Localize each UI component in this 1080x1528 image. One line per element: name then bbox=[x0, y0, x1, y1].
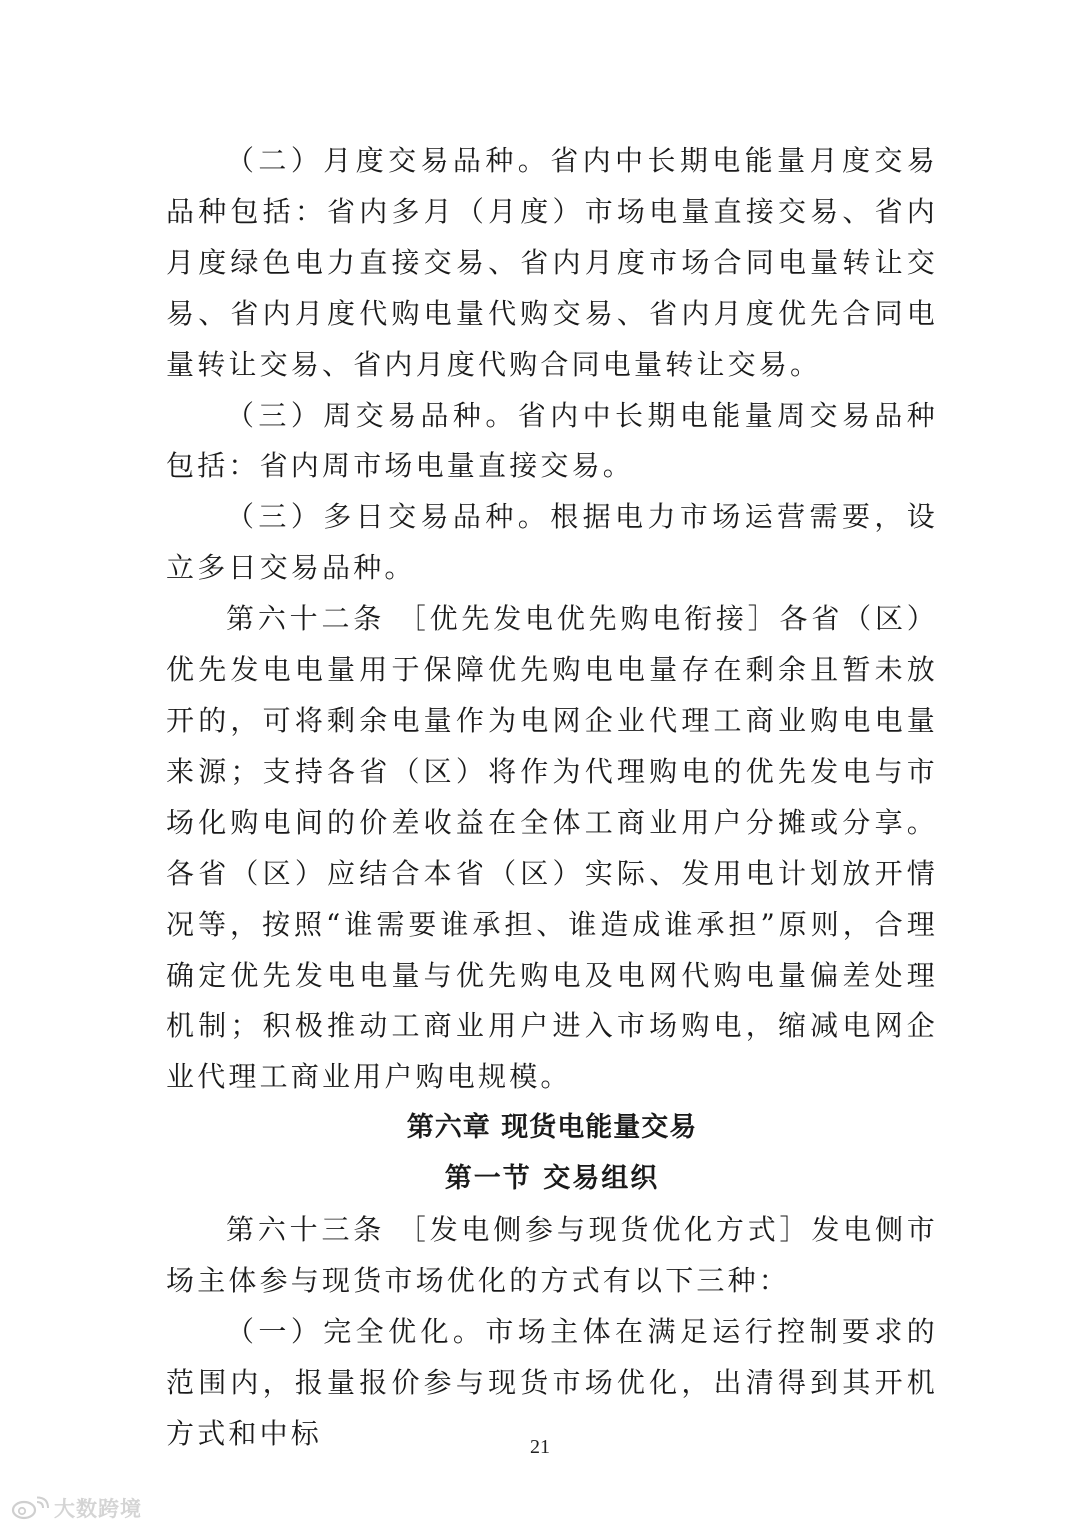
chapter-title: 第六章 现货电能量交易 bbox=[406, 1112, 698, 1144]
paragraph-full-optimization: （一）完全优化。市场主体在满足运行控制要求的范围内，报量报价参与现货市场优化，出清得到其开机方式和中标 bbox=[166, 1314, 938, 1450]
watermark-text: 大数跨境 bbox=[54, 1497, 142, 1521]
paragraph-weekly-trading: （三）周交易品种。省内中长期电能量周交易品种包括：省内周市场电量直接交易。 bbox=[166, 398, 938, 483]
watermark bbox=[10, 1494, 142, 1522]
paragraph-article-63: 第六十三条 ［发电侧参与现货优化方式］发电侧市场主体参与现货市场优化的方式有以下三种： bbox=[166, 1213, 938, 1297]
paragraph-multiday-trading: （三）多日交易品种。根据电力市场运营需要，设立多日交易品种。 bbox=[166, 500, 938, 585]
weibo-logo-icon bbox=[10, 1496, 50, 1520]
paragraph-article-62: 第六十二条 ［优先发电优先购电衔接］各省（区）优先发电电量用于保障优先购电电量存在剩余且暂未放开的，可将剩余电量作为电网企业代理工商业购电电量来源；支持各省（区）将作为代理购电的优先发电与市场化购电间的价差收益在全体工商业用户分摊或分享。各省（区）应结合本省（区）实际、发用电计划放开情况等，按照“谁需要谁承担、谁造成谁承担”原则，合理确定优先发电电量与优先购电及电网代购电量偏差处理机制；积极推动工商业用户进入市场购电，缩减电网企业代理工商业用户购电规模。 bbox=[166, 602, 938, 1094]
paragraph-monthly-trading: （二）月度交易品种。省内中长期电能量月度交易品种包括：省内多月（月度）市场电量直接交易、省内月度绿色电力直接交易、省内月度市场合同电量转让交易、省内月度代购电量代购交易、省内月度优先合同电量转让交易、省内月度代购合同电量转让交易。 bbox=[166, 144, 938, 381]
page-body bbox=[166, 136, 938, 1460]
page-number: 21 bbox=[530, 1436, 550, 1458]
section-title: 第一节 交易组织 bbox=[444, 1163, 660, 1195]
